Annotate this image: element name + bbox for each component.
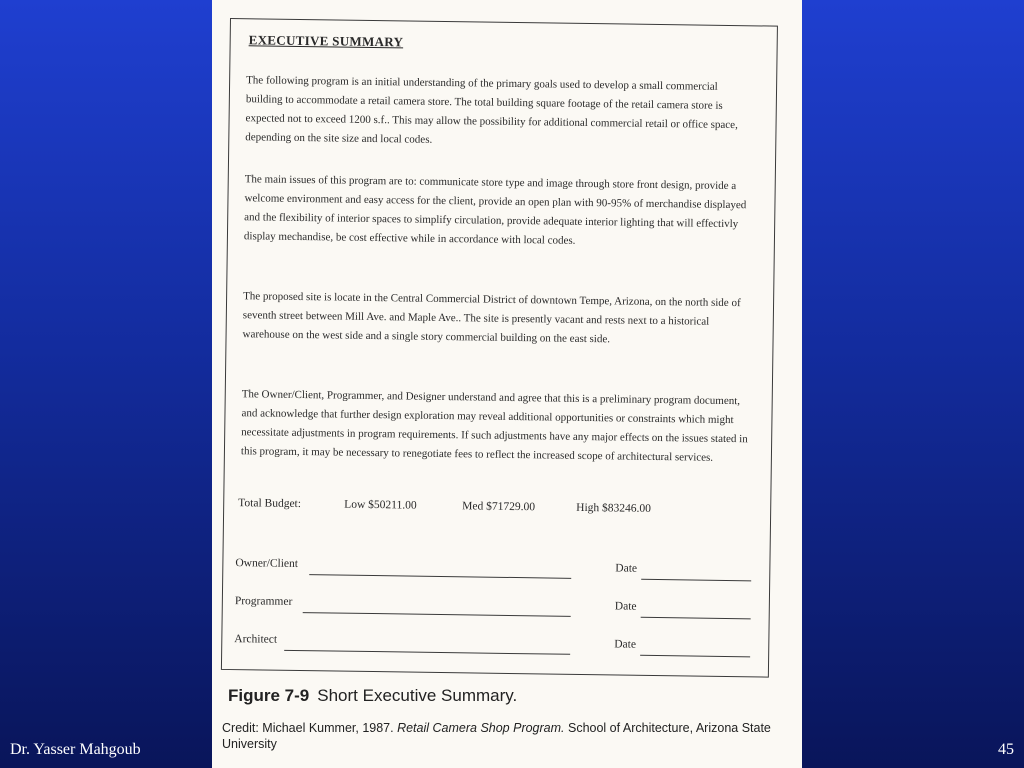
budget-label: Total Budget: — [238, 497, 302, 511]
architect-label: Architect — [234, 633, 278, 646]
paragraph-issues: The main issues of this program are to: communicate store type and image through store front design, provide a welcome environment and easy access for the client, provide an open plan with 90-95% of merchandise displayed and the flexibility of interior spaces to simplify circulation, provide adequate interior lighting that will effectivly display mechandise, be cost effective while in accordance with local codes. — [243, 173, 747, 247]
architect-date-label: Date — [614, 638, 637, 651]
architect-signature-line — [284, 650, 570, 655]
paragraph-agreement: The Owner/Client, Programmer, and Designer understand and agree that this is a preliminary program document, and acknowledge that further design exploration may reveal additional opportunities or constraints which might necessitate adjustments in program requirements. If such adjustments have any major effects on the issues stated in this program, it may be necessary to renegotiate fees to reflect the increased scope of architectural services. — [240, 388, 748, 464]
architect-date-line — [640, 655, 750, 658]
owner-label: Owner/Client — [235, 557, 299, 571]
figure-title: Short Executive Summary. — [317, 686, 518, 705]
scanned-document-page — [212, 0, 802, 768]
programmer-date-line — [641, 617, 751, 620]
figure-caption — [228, 686, 517, 706]
architect-signature-row — [234, 633, 754, 660]
owner-date-label: Date — [615, 562, 638, 575]
credit-prefix: Credit: Michael Kummer, 1987. — [222, 721, 398, 735]
credit-source-title: Retail Camera Shop Program. — [397, 721, 565, 735]
budget-low: Low $50211.00 — [344, 498, 417, 512]
paragraph-site: The proposed site is locate in the Central Commercial District of downtown Tempe, Arizona, on the north side of seventh street between Mill Ave. and Maple Ave.. The site is presently vacant and rests next to a historical warehouse on the west side and a single story commercial building on the east side. — [242, 290, 741, 346]
total-budget-row — [238, 497, 758, 515]
programmer-signature-line — [303, 612, 571, 617]
programmer-label: Programmer — [234, 595, 293, 608]
paragraph-intro: The following program is an initial understanding of the primary goals used to develop a small commercial building to accommodate a retail camera store. The total building square footage of the retail camera store is expected not to exceed 1200 s.f.. This may allow the possibility for additional commercial retail or office space, depending on the site size and local codes. — [245, 74, 738, 146]
budget-high: High $83246.00 — [576, 501, 652, 515]
owner-date-line — [641, 579, 751, 582]
slide-author: Dr. Yasser Mahgoub — [10, 741, 141, 758]
figure-number: Figure 7-9 — [228, 686, 310, 705]
budget-med: Med $71729.00 — [462, 500, 536, 514]
owner-signature-line — [309, 574, 571, 579]
figure-credit — [222, 720, 782, 752]
document-title: EXECUTIVE SUMMARY — [248, 32, 404, 50]
slide-number: 45 — [998, 741, 1014, 758]
programmer-signature-row — [235, 595, 755, 622]
programmer-date-label: Date — [614, 600, 637, 613]
owner-signature-row — [235, 557, 755, 584]
credit-suffix: School of Architecture, Arizona State University — [222, 721, 771, 751]
executive-summary-frame — [221, 18, 778, 678]
